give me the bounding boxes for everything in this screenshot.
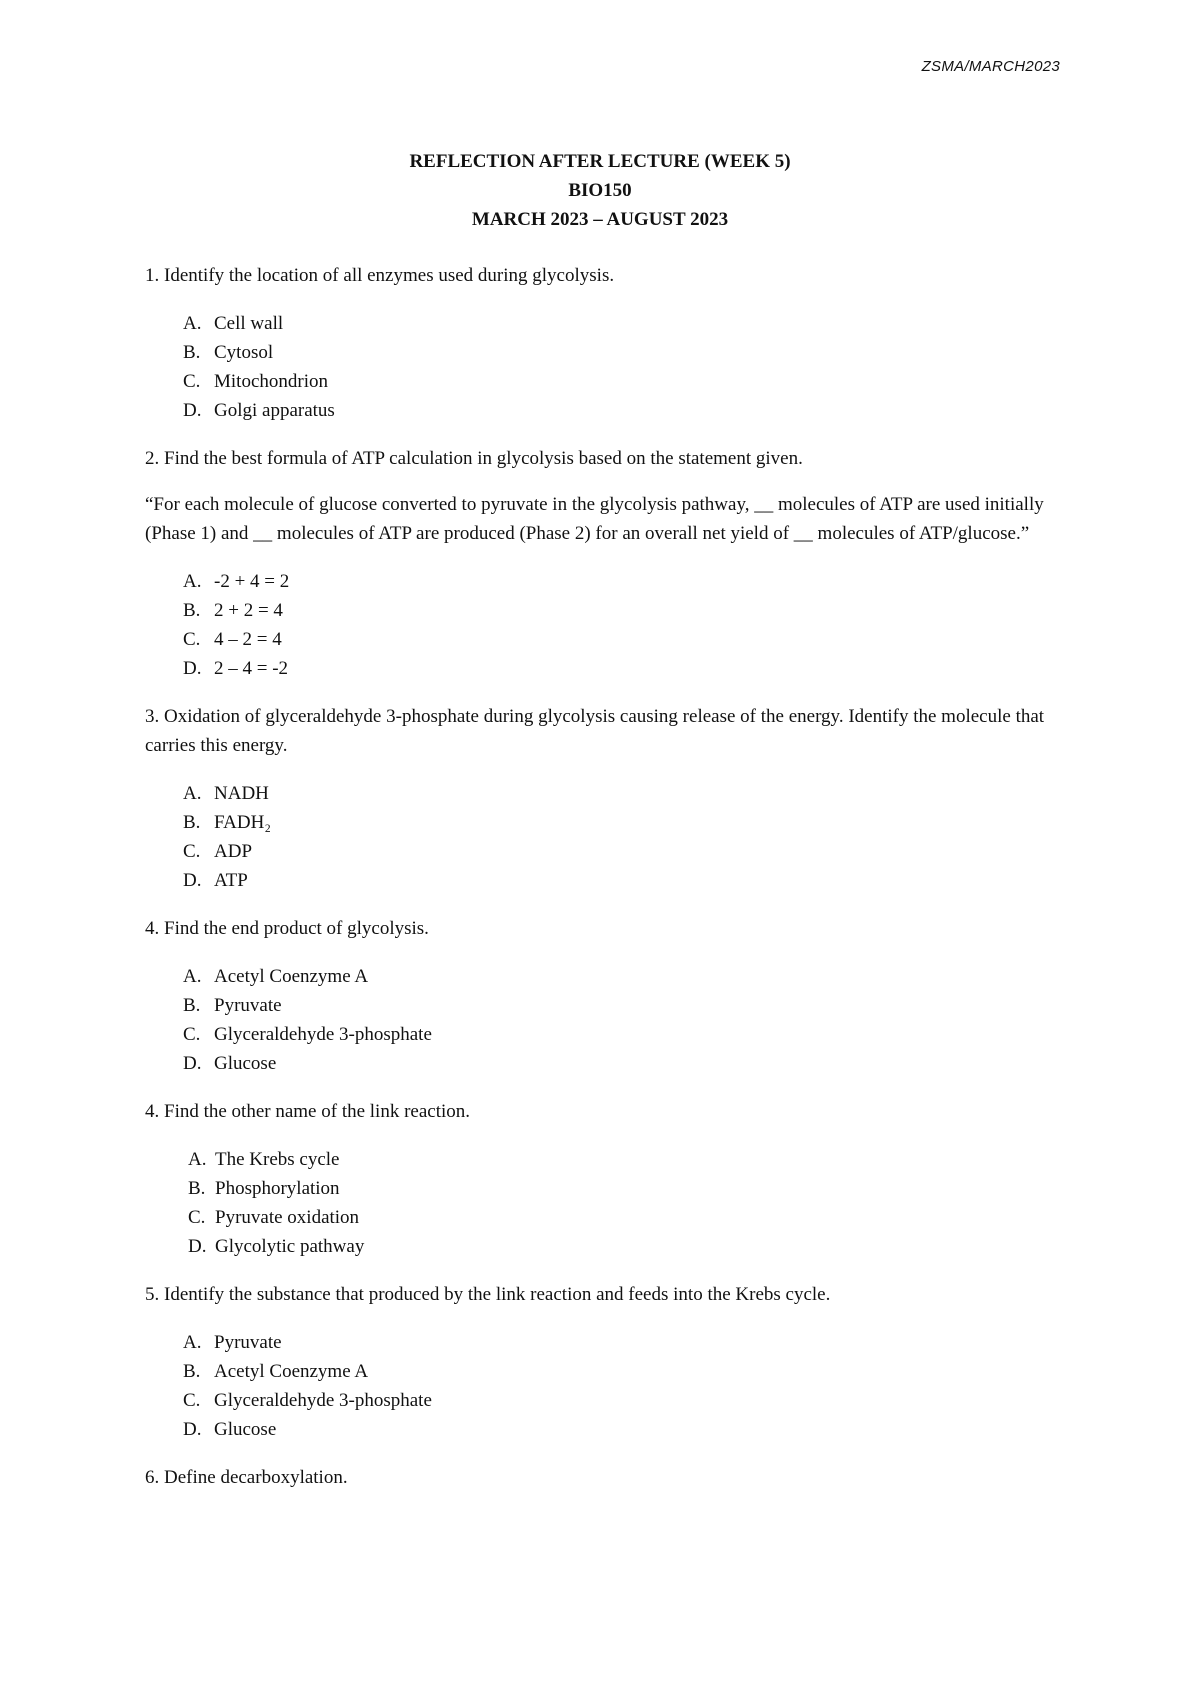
- option-item: [183, 837, 1065, 866]
- document-code: ZSMA/MARCH2023: [921, 58, 1060, 75]
- option-text: The Krebs cycle: [215, 1149, 340, 1170]
- option-letter: D.: [183, 1419, 202, 1440]
- option-text: Glucose: [214, 1419, 277, 1440]
- option-letter: B.: [183, 1361, 201, 1382]
- option-text: ADP: [214, 841, 253, 862]
- option-text: NADH: [214, 783, 269, 804]
- question-5: 5. Identify the substance that produced by the link reaction and feeds into the Krebs cycle.: [145, 1284, 831, 1305]
- option-text: 2 – 4 = -2: [214, 658, 289, 679]
- option-text: Mitochondrion: [214, 371, 328, 392]
- option-item: [183, 1020, 1065, 1049]
- option-text: Phosphorylation: [215, 1178, 340, 1199]
- option-letter: B.: [183, 342, 201, 363]
- option-item: [183, 567, 1065, 596]
- option-letter: D.: [183, 870, 202, 891]
- option-letter: D.: [183, 658, 202, 679]
- option-item: [183, 1328, 1065, 1357]
- option-item: [183, 367, 1065, 396]
- question-6: 6. Define decarboxylation.: [145, 1467, 348, 1488]
- option-item: [183, 1049, 1065, 1078]
- question-4b: 4. Find the other name of the link reaction.: [145, 1101, 471, 1122]
- option-item: [183, 309, 1065, 338]
- question-2: 2. Find the best formula of ATP calculation in glycolysis based on the statement given.: [145, 448, 803, 469]
- question-4: 4. Find the end product of glycolysis.: [145, 918, 429, 939]
- title-line-2: BIO150: [568, 180, 632, 201]
- question-3-options: [145, 779, 1065, 895]
- option-letter: C.: [183, 629, 201, 650]
- document-title: [0, 147, 1200, 234]
- question-1: 1. Identify the location of all enzymes used during glycolysis.: [145, 265, 615, 286]
- option-letter: A.: [183, 783, 202, 804]
- option-text: Glyceraldehyde 3-phosphate: [214, 1024, 432, 1045]
- option-letter: A.: [188, 1149, 207, 1170]
- question-5-options: [145, 1328, 1065, 1444]
- option-item: [183, 396, 1065, 425]
- option-text: FADH₂: [214, 812, 271, 833]
- option-item: [183, 1357, 1065, 1386]
- option-text: Glucose: [214, 1053, 277, 1074]
- option-letter: D.: [188, 1236, 207, 1257]
- option-letter: C.: [183, 841, 201, 862]
- question-1-options: [145, 309, 1065, 425]
- option-item: [188, 1145, 1065, 1174]
- option-text: Pyruvate oxidation: [215, 1207, 360, 1228]
- option-item: [183, 1386, 1065, 1415]
- option-letter: A.: [183, 966, 202, 987]
- option-text: -2 + 4 = 2: [214, 571, 290, 592]
- option-item: [188, 1174, 1065, 1203]
- option-item: [188, 1203, 1065, 1232]
- option-item: [183, 1415, 1065, 1444]
- option-text: Glycolytic pathway: [215, 1236, 365, 1257]
- option-item: [183, 866, 1065, 895]
- option-letter: A.: [183, 571, 202, 592]
- option-letter: B.: [183, 812, 201, 833]
- option-item: [183, 654, 1065, 683]
- option-item: [183, 596, 1065, 625]
- option-text: Cytosol: [214, 342, 274, 363]
- option-text: Pyruvate: [214, 1332, 282, 1353]
- option-text: Acetyl Coenzyme A: [214, 1361, 369, 1382]
- option-letter: C.: [188, 1207, 206, 1228]
- option-letter: D.: [183, 400, 202, 421]
- option-text: Acetyl Coenzyme A: [214, 966, 369, 987]
- option-text: ATP: [214, 870, 248, 891]
- option-item: [188, 1232, 1065, 1261]
- option-item: [183, 991, 1065, 1020]
- option-letter: A.: [183, 313, 202, 334]
- question-list: [145, 261, 1065, 1511]
- question-4b-options: [145, 1145, 1065, 1261]
- option-letter: B.: [188, 1178, 206, 1199]
- option-text: 4 – 2 = 4: [214, 629, 282, 650]
- title-line-3: MARCH 2023 – AUGUST 2023: [471, 209, 729, 230]
- option-letter: B.: [183, 600, 201, 621]
- option-letter: C.: [183, 371, 201, 392]
- option-item: [183, 338, 1065, 367]
- option-text: Glyceraldehyde 3-phosphate: [214, 1390, 432, 1411]
- question-4-options: [145, 962, 1065, 1078]
- option-item: [183, 808, 1065, 837]
- question-3: 3. Oxidation of glyceraldehyde 3-phosphate during glycolysis causing release of the energy. Identify the molecule that carries this energy.: [145, 706, 1045, 756]
- option-text: Golgi apparatus: [214, 400, 335, 421]
- option-item: [183, 962, 1065, 991]
- option-item: [183, 779, 1065, 808]
- question-2-statement: “For each molecule of glucose converted to pyruvate in the glycolysis pathway, __ molecules of ATP are used initially (Phase 1) and __ molecules of ATP are produced (Phase 2) for an overall net yield of __ molecules of ATP/glucose.”: [145, 494, 1044, 544]
- title-line-1: REFLECTION AFTER LECTURE (WEEK 5): [409, 151, 791, 172]
- option-text: Pyruvate: [214, 995, 282, 1016]
- option-letter: B.: [183, 995, 201, 1016]
- option-letter: A.: [183, 1332, 202, 1353]
- option-text: 2 + 2 = 4: [214, 600, 283, 621]
- question-2-options: [145, 567, 1065, 683]
- option-letter: D.: [183, 1053, 202, 1074]
- option-item: [183, 625, 1065, 654]
- option-text: Cell wall: [214, 313, 284, 334]
- option-letter: C.: [183, 1024, 201, 1045]
- option-letter: C.: [183, 1390, 201, 1411]
